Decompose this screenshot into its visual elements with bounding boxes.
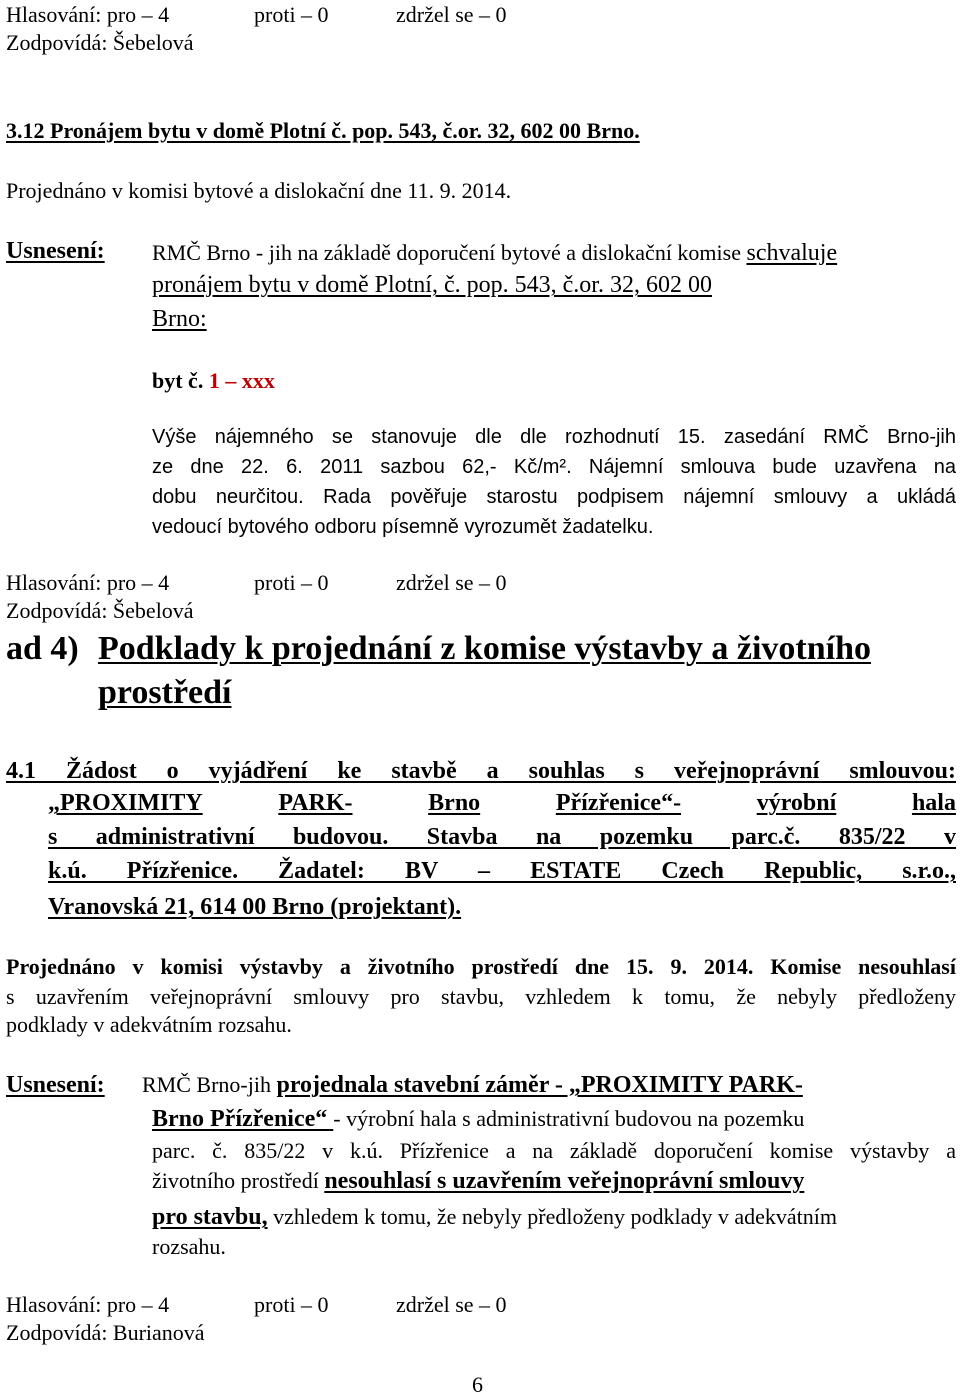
discussed-line-2: s uzavřením veřejnoprávní smlouvy pro stavbu, vzhledem k tomu, že nebyly předloženy (6, 984, 956, 1009)
vote-responsible: Zodpovídá: Šebelová (6, 30, 194, 55)
usneseni-label: Usnesení: (6, 238, 105, 264)
word: Brno (428, 790, 481, 816)
item-4-1-line-1: 4.1 Žádost o vyjádření ke stavbě a souhlas s veřejnoprávní smlouvou: (6, 758, 956, 784)
discussed-line: Projednáno v komisi bytové a dislokační dne 11. 9. 2014. (6, 178, 512, 203)
project-name: Brno Přízřenice“ (152, 1106, 334, 1132)
resolution-4-1-line-3: parc. č. 835/22 v k.ú. Přízřenice a na základě doporučení komise výstavby a (152, 1138, 956, 1163)
vote-zdrzel: zdržel se – 0 (396, 1292, 507, 1317)
resolution-decision: nesouhlasí s uzavřením veřejnoprávní smlouvy (324, 1168, 805, 1194)
resolution-reason: vzhledem k tomu, že nebyly předloženy podklady v adekvátním (273, 1204, 837, 1229)
word: PARK- (278, 790, 353, 816)
vote-pro: Hlasování: pro – 4 (6, 1292, 170, 1317)
vote-pro: Hlasování: pro – 4 (6, 570, 170, 595)
rent-paragraph-1: Výše nájemného se stanovuje dle dle rozhodnutí 15. zasedání RMČ Brno-jih (152, 426, 956, 448)
agenda-item-number: ad 4) (6, 630, 79, 667)
vote-responsible: Zodpovídá: Burianová (6, 1320, 205, 1345)
resolution-line-2: pronájem bytu v domě Plotní, č. pop. 543, č.or. 32, 602 00 (152, 272, 712, 298)
discussed-bold: Projednáno v komisi výstavby a životního prostředí dne 15. 9. 2014. Komise nesouhlasí (6, 954, 956, 979)
resolution-4-1-line-4 (152, 1168, 804, 1194)
item-4-1-line-3: s administrativní budovou. Stavba na pozemku parc.č. 835/22 v (48, 824, 956, 850)
word: Přízřenice“- (555, 790, 682, 816)
item-4-1-line-5: Vranovská 21, 614 00 Brno (projektant). (48, 894, 462, 920)
vote-proti: proti – 0 (254, 1292, 329, 1317)
rent-paragraph-2: ze dne 22. 6. 2011 sazbou 62,- Kč/m². Nájemní smlouva bude uzavřena na (152, 456, 956, 478)
item-4-1-line-2 (48, 790, 956, 816)
flat-id: 1 – xxx (208, 368, 275, 393)
rent-paragraph-3: dobu neurčitou. Rada pověřuje starostu podpisem nájemní smlouvy a ukládá (152, 486, 956, 508)
flat-label: byt č. (152, 368, 204, 393)
resolution-4-1-line-6: rozsahu. (152, 1234, 226, 1259)
resolution-subject: RMČ Brno-jih (142, 1072, 271, 1097)
word: výrobní (756, 790, 837, 816)
resolution-verb: schvaluje (746, 240, 838, 266)
word: „PROXIMITY (48, 790, 203, 816)
rent-paragraph-4: vedoucí bytového odboru písemně vyrozumět žadatelku. (152, 516, 654, 538)
project-desc: - výrobní hala s administrativní budovou na pozemku (333, 1106, 805, 1131)
item-4-1-line-4: k.ú. Přízřenice. Žadatel: BV – ESTATE Czech Republic, s.r.o., (48, 858, 956, 884)
resolution-text: životního prostředí (152, 1168, 319, 1193)
flat-number (152, 368, 275, 394)
resolution-verb: projednala stavební záměr - „PROXIMITY PARK- (276, 1072, 803, 1098)
vote-zdrzel: zdržel se – 0 (396, 2, 507, 27)
agenda-item-title-1: Podklady k projednání z komise výstavby a životního (98, 630, 872, 667)
agenda-item-title-2: prostředí (98, 674, 232, 711)
usneseni-label: Usnesení: (6, 1072, 105, 1098)
vote-proti: proti – 0 (254, 570, 329, 595)
resolution-line-3: Brno: (152, 306, 207, 332)
word: hala (911, 790, 956, 816)
vote-proti: proti – 0 (254, 2, 329, 27)
section-heading-3-12: 3.12 Pronájem bytu v domě Plotní č. pop. 543, č.or. 32, 602 00 Brno. (6, 118, 640, 143)
vote-pro: Hlasování: pro – 4 (6, 2, 170, 27)
discussed-line-3: podklady v adekvátním rozsahu. (6, 1012, 292, 1037)
page-number: 6 (472, 1372, 483, 1397)
resolution-line-1 (152, 240, 837, 266)
vote-responsible: Zodpovídá: Šebelová (6, 598, 194, 623)
resolution-4-1-line-5 (152, 1204, 837, 1230)
vote-zdrzel: zdržel se – 0 (396, 570, 507, 595)
resolution-line-1-text: RMČ Brno - jih na základě doporučení bytové a dislokační komise (152, 240, 741, 265)
resolution-decision-end: pro stavbu, (152, 1204, 268, 1230)
resolution-4-1-line-1 (142, 1072, 803, 1098)
resolution-4-1-line-2 (152, 1106, 804, 1132)
